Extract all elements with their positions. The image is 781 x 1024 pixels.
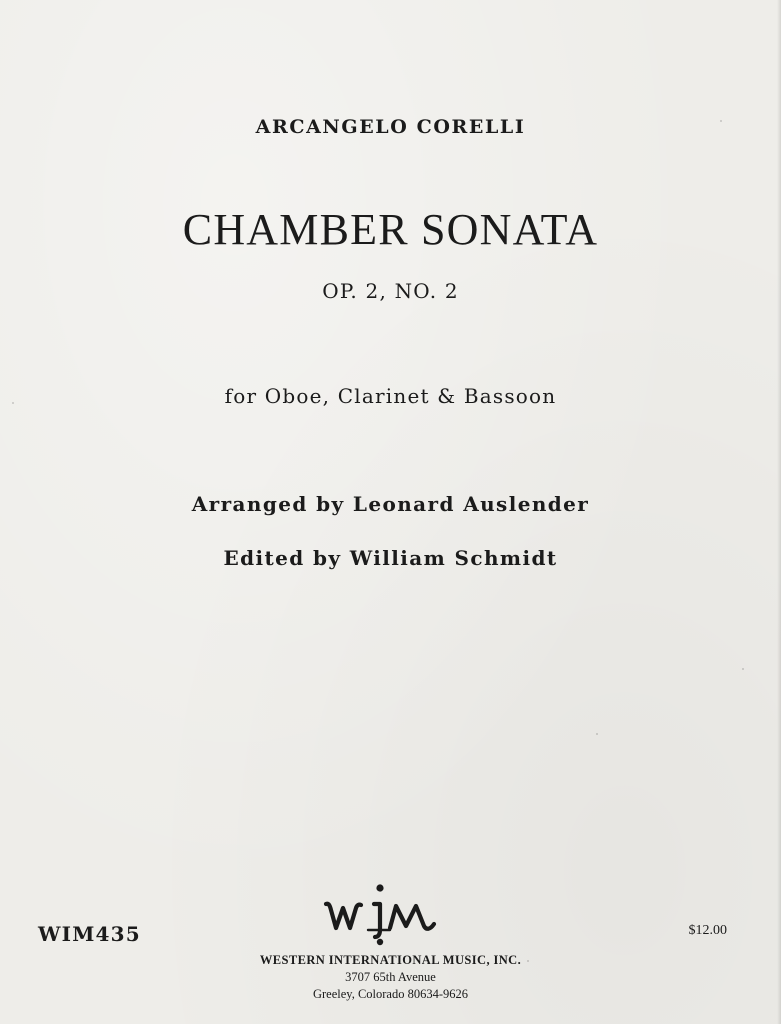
paper-speck: [742, 668, 744, 670]
opus-number: OP. 2, NO. 2: [322, 279, 459, 303]
composer-name: ARCANGELO CORELLI: [255, 116, 526, 138]
price-label: $12.00: [688, 923, 727, 938]
paper-speck: [527, 960, 529, 962]
instrumentation: for Oboe, Clarinet & Bassoon: [224, 384, 557, 408]
catalog-number: WIM435: [38, 922, 141, 946]
publisher-name: WESTERN INTERNATIONAL MUSIC, INC.: [259, 953, 522, 967]
paper-speck: [596, 733, 598, 735]
publisher-logo: [320, 880, 442, 948]
arranger-credit: Arranged by Leonard Auslender: [191, 492, 590, 516]
paper-speck: [720, 120, 722, 122]
work-title: CHAMBER SONATA: [182, 205, 599, 254]
paper-speck: [12, 402, 14, 404]
publisher-address: 3707 65th Avenue: [345, 970, 436, 984]
publisher-city: Greeley, Colorado 80634-9626: [312, 987, 469, 1001]
editor-credit: Edited by William Schmidt: [223, 546, 558, 570]
